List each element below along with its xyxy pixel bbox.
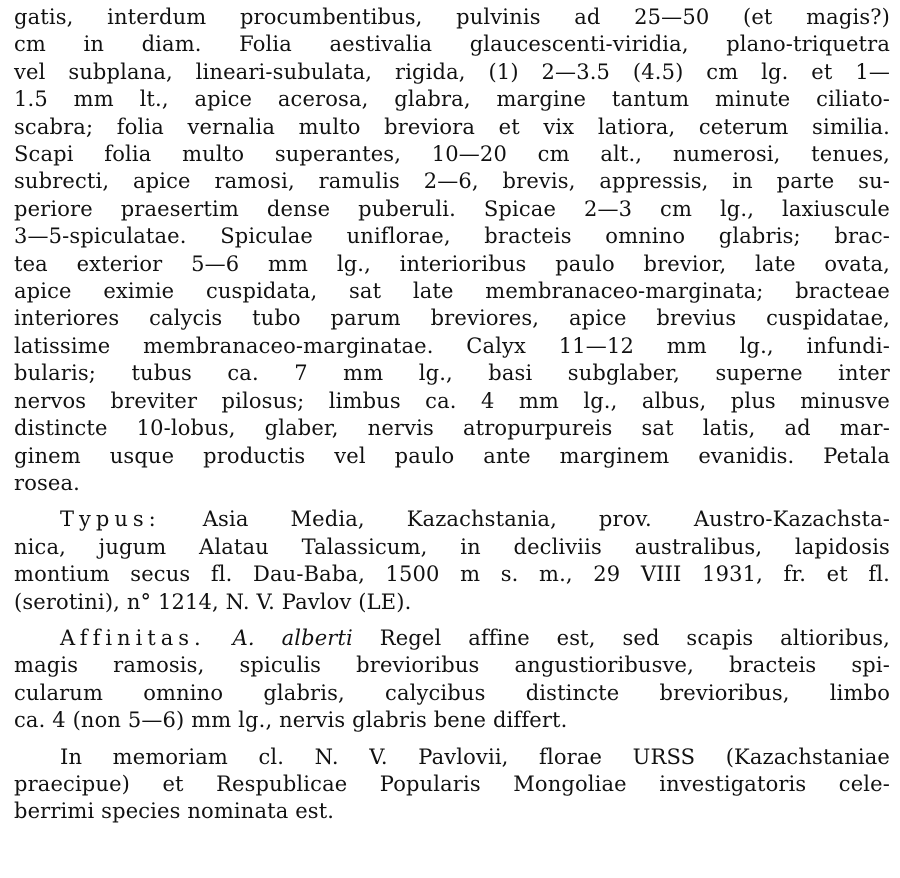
- typus-text: Asia Media, Kazachstania, prov. Austro-Kazachsta-: [160, 507, 890, 532]
- text-line: bularis; tubus ca. 7 mm lg., basi subglaber, superne inter: [14, 361, 890, 386]
- text-line: interiores calycis tubo parum breviores, apice brevius cuspidatae,: [14, 306, 890, 331]
- text-line: Scapi folia multo superantes, 10—20 cm alt., numerosi, tenues,: [14, 142, 890, 167]
- text-line: In memoriam cl. N. V. Pavlovii, florae URSS (Kazachstaniae: [60, 744, 890, 769]
- text-line: praecipue) et Respublicae Popularis Mongoliae investigatoris cele-: [14, 771, 890, 796]
- text-line: 3—5-spiculatae. Spiculae uniflorae, bracteis omnino glabris; brac-: [14, 224, 890, 249]
- text-line: montium secus fl. Dau-Baba, 1500 m s. m., 29 VIII 1931, fr. et fl.: [14, 562, 890, 587]
- text-line: (serotini), n° 1214, N. V. Pavlov (LE).: [14, 589, 412, 614]
- text-line: berrimi species nominata est.: [14, 799, 335, 824]
- text-line: nervos breviter pilosus; limbus ca. 4 mm lg., albus, plus minusve: [14, 388, 890, 413]
- text-line: tea exterior 5—6 mm lg., interioribus paulo brevior, late ovata,: [14, 251, 890, 276]
- text-line: latissime membranaceo-marginatae. Calyx 11—12 mm lg., infundi-: [14, 333, 890, 358]
- text-line: scabra; folia vernalia multo breviora et vix latiora, ceterum similia.: [14, 114, 890, 139]
- typus-paragraph: [14, 506, 890, 616]
- text-line: nica, jugum Alatau Talassicum, in decliviis australibus, lapidosis: [14, 534, 890, 559]
- affinitas-text: Regel affine est, sed scapis altioribus,: [352, 625, 890, 650]
- text-line: ginem usque productis vel paulo ante marginem evanidis. Petala: [14, 443, 890, 468]
- text-line: cularum omnino glabris, calycibus distincte brevioribus, limbo: [14, 680, 890, 705]
- text-line: gatis, interdum procumbentibus, pulvinis ad 25—50 (et magis?): [14, 5, 890, 29]
- text-line: apice eximie cuspidata, sat late membranaceo-marginata; bracteae: [14, 279, 890, 304]
- typus-label: Typus:: [60, 507, 161, 532]
- text-line: periore praesertim dense puberuli. Spicae 2—3 cm lg., laxiuscule: [14, 196, 890, 221]
- description-paragraph: [14, 4, 890, 497]
- text-line: 1.5 mm lt., apice acerosa, glabra, margine tantum minute ciliato-: [14, 87, 890, 112]
- affinitas-paragraph: [14, 625, 890, 735]
- memoriam-paragraph: [14, 744, 890, 826]
- text-line: [14, 506, 890, 533]
- affinitas-label: Affinitas.: [60, 625, 206, 650]
- text-line: distincte 10-lobus, glaber, nervis atropurpureis sat latis, ad mar-: [14, 416, 890, 441]
- text-line: cm in diam. Folia aestivalia glaucescenti-viridia, plano-triquetra: [14, 32, 890, 57]
- text-line: magis ramosis, spiculis brevioribus angustioribusve, bracteis spi-: [14, 653, 890, 678]
- species-name: A. alberti: [232, 625, 353, 650]
- text-line: [14, 625, 890, 652]
- document-page: [14, 4, 890, 835]
- text-line: rosea.: [14, 470, 80, 495]
- text-line: vel subplana, lineari-subulata, rigida, (1) 2—3.5 (4.5) cm lg. et 1—: [14, 59, 890, 84]
- text-line: ca. 4 (non 5—6) mm lg., nervis glabris bene differt.: [14, 708, 568, 733]
- text-line: subrecti, apice ramosi, ramulis 2—6, brevis, appressis, in parte su-: [14, 169, 890, 194]
